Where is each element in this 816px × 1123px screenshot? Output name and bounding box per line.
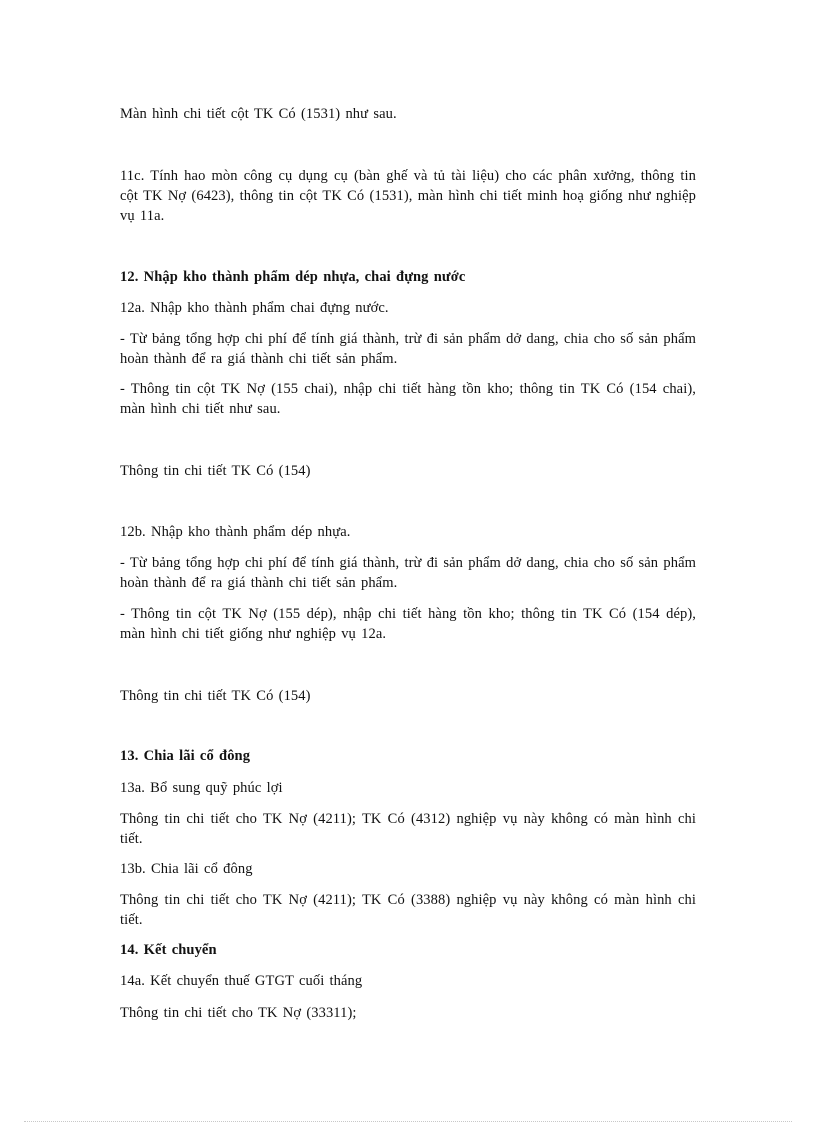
heading-section-12: 12. Nhập kho thành phẩm dép nhựa, chai đựng nước [120,269,466,285]
paragraph-13b-title: 13b. Chia lãi cổ đông [120,861,253,877]
paragraph-12a-step-2: - Thông tin cột TK Nợ (155 chai), nhập chi tiết hàng tồn kho; thông tin TK Có (154 chai), màn hình chi tiết như sau. [120,381,696,417]
heading-section-14: 14. Kết chuyển [120,942,217,958]
paragraph-12a-step-1: - Từ bảng tổng hợp chi phí để tính giá thành, trừ đi sản phẩm dở dang, chia cho số sản phẩm hoàn thành để ra giá thành chi tiết sản phẩm. [120,331,696,367]
paragraph-14a-title: 14a. Kết chuyển thuế GTGT cuối tháng [120,973,363,989]
paragraph-12b-title: 12b. Nhập kho thành phẩm dép nhựa. [120,524,351,540]
paragraph-13a-detail: Thông tin chi tiết cho TK Nợ (4211); TK Có (4312) nghiệp vụ này không có màn hình chi tiết. [120,811,696,847]
paragraph-13a-title: 13a. Bổ sung quỹ phúc lợi [120,780,283,796]
paragraph-12b-detail: Thông tin chi tiết TK Có (154) [120,688,311,704]
heading-section-13: 13. Chia lãi cổ đông [120,748,251,764]
paragraph-1531-screen: Màn hình chi tiết cột TK Có (1531) như sau. [120,106,397,122]
paragraph-11c: 11c. Tính hao mòn công cụ dụng cụ (bàn ghế và tủ tài liệu) cho các phân xưởng, thông tin cột TK Nợ (6423), thông tin cột TK Có (1531), màn hình chi tiết minh hoạ giống như nghiệp vụ 11a. [120,168,696,224]
paragraph-12a-title: 12a. Nhập kho thành phẩm chai đựng nước. [120,300,389,316]
paragraph-14a-detail: Thông tin chi tiết cho TK Nợ (33311); [120,1005,357,1021]
paragraph-12b-step-1: - Từ bảng tổng hợp chi phí để tính giá thành, trừ đi sản phẩm dở dang, chia cho số sản phẩm hoàn thành để ra giá thành chi tiết sản phẩm. [120,555,696,591]
page-bottom-divider [24,1121,792,1122]
paragraph-13b-detail: Thông tin chi tiết cho TK Nợ (4211); TK Có (3388) nghiệp vụ này không có màn hình chi tiết. [120,892,696,928]
paragraph-12b-step-2: - Thông tin cột TK Nợ (155 dép), nhập chi tiết hàng tồn kho; thông tin TK Có (154 dép), màn hình chi tiết giống như nghiệp vụ 12a. [120,606,696,642]
paragraph-12a-detail: Thông tin chi tiết TK Có (154) [120,463,311,479]
